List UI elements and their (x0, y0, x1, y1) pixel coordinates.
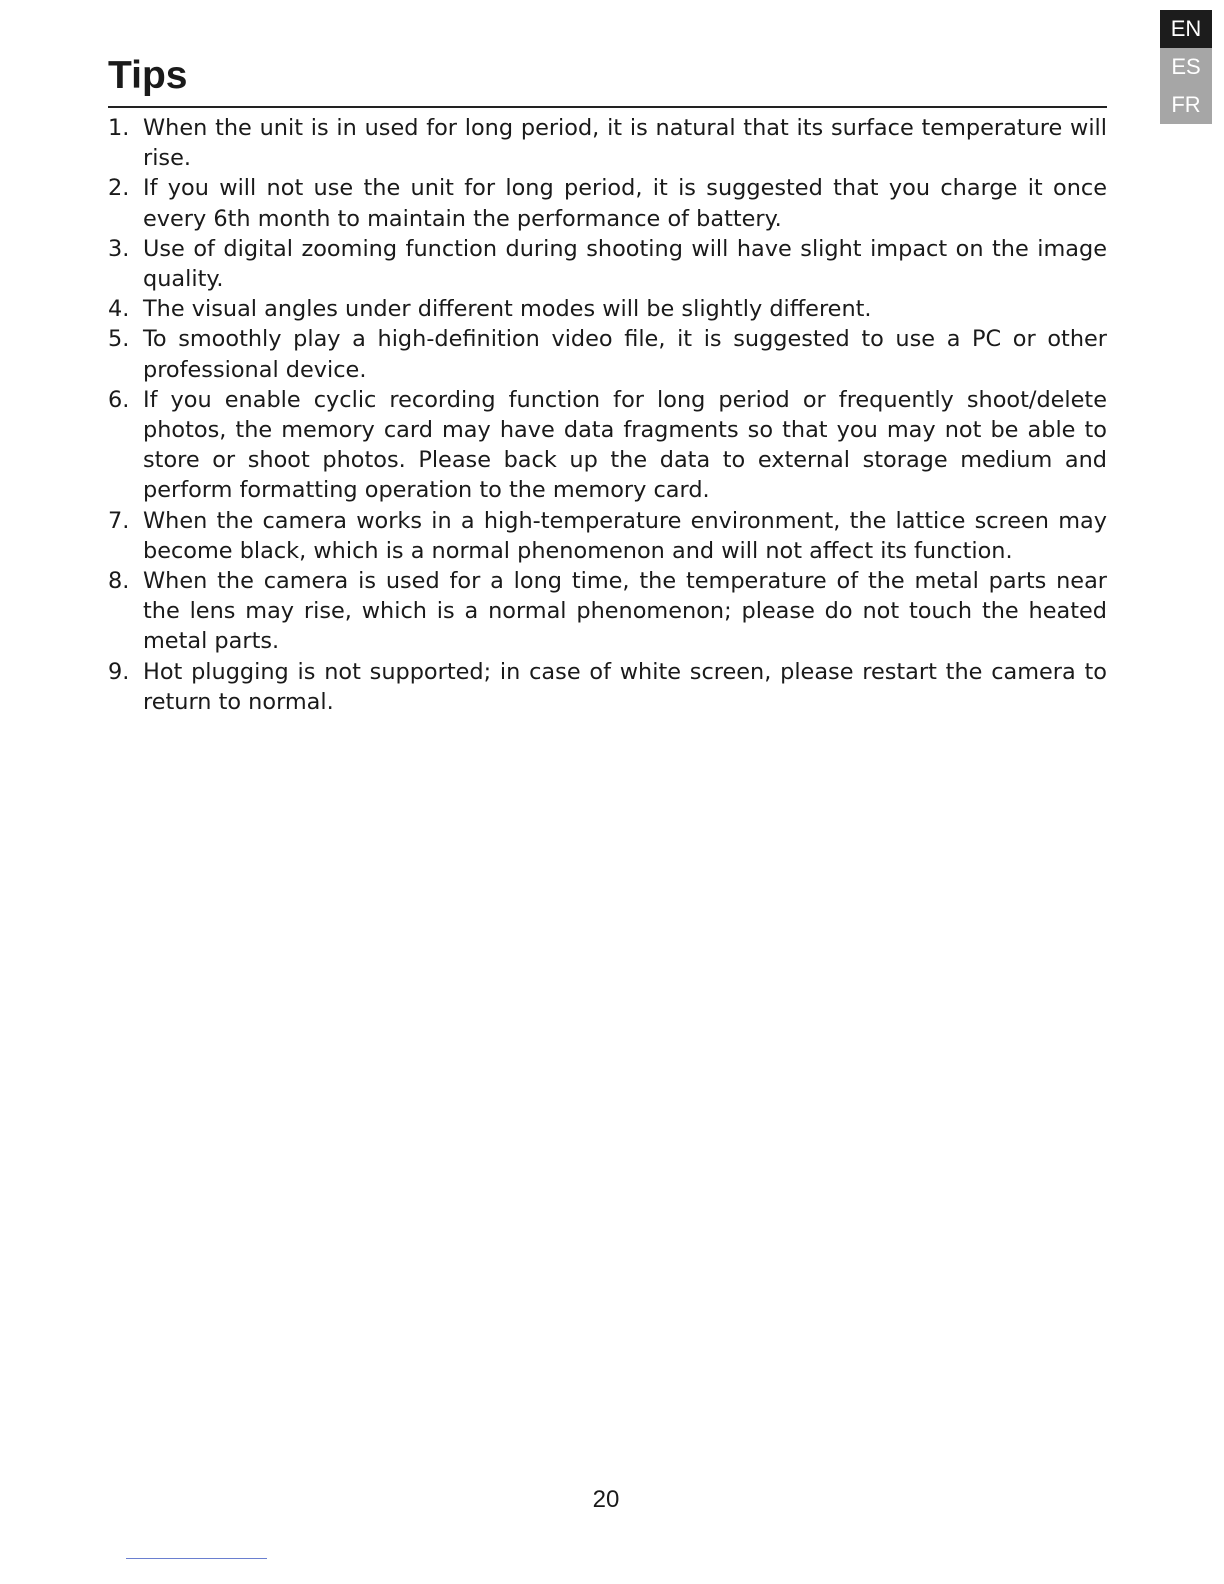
language-tabs (1160, 10, 1212, 124)
language-tab-es[interactable]: ES (1160, 48, 1212, 86)
tip-item (108, 294, 1107, 324)
tip-text: If you enable cyclic recording function for long period or frequently shoot/delete photos, the memory card may have data fragments so that you may not be able to store or shoot photos. Please back up the data to external storage medium and perform formatting operation to the memory card. (143, 386, 1107, 504)
tip-number: 5. (108, 326, 130, 353)
tip-item (108, 657, 1107, 717)
tips-list (108, 113, 1107, 717)
tip-item (108, 506, 1107, 566)
tip-number: 9. (108, 658, 130, 685)
tip-item (108, 234, 1107, 294)
tip-number: 4. (108, 296, 130, 323)
language-tab-en[interactable]: EN (1160, 10, 1212, 48)
tip-text: The visual angles under different modes will be slightly different. (143, 296, 872, 323)
tip-text: If you will not use the unit for long period, it is suggested that you charge it once every 6th month to maintain the performance of battery. (143, 175, 1107, 232)
tip-number: 3. (108, 235, 130, 262)
tip-text: Hot plugging is not supported; in case of white screen, please restart the camera to return to normal. (143, 658, 1107, 715)
tip-text: Use of digital zooming function during shooting will have slight impact on the image quality. (143, 235, 1107, 293)
tip-number: 6. (108, 386, 130, 413)
tip-number: 7. (108, 507, 130, 534)
tip-item (108, 385, 1107, 506)
tip-item (108, 566, 1107, 657)
tip-item (108, 173, 1107, 233)
tip-number: 2. (108, 175, 130, 202)
tip-item (108, 324, 1107, 384)
tip-text: To smoothly play a high-definition video file, it is suggested to use a PC or other professional device. (143, 326, 1107, 383)
tip-text: When the camera is used for a long time, the temperature of the metal parts near the lens may rise, which is a normal phenomenon; please do not touch the heated metal parts. (143, 568, 1107, 655)
footer-line (126, 1558, 267, 1559)
language-tab-fr[interactable]: FR (1160, 86, 1212, 124)
tip-number: 8. (108, 568, 130, 595)
title-divider (108, 106, 1107, 108)
tip-text: When the camera works in a high-temperature environment, the lattice screen may become black, which is a normal phenomenon and will not affect its function. (143, 507, 1107, 564)
tip-number: 1. (108, 115, 130, 141)
tip-text: When the unit is in used for long period, it is natural that its surface temperature will rise. (143, 115, 1107, 172)
page-number: 20 (592, 1486, 620, 1513)
tip-item (108, 113, 1107, 173)
page-title: Tips (108, 54, 188, 97)
